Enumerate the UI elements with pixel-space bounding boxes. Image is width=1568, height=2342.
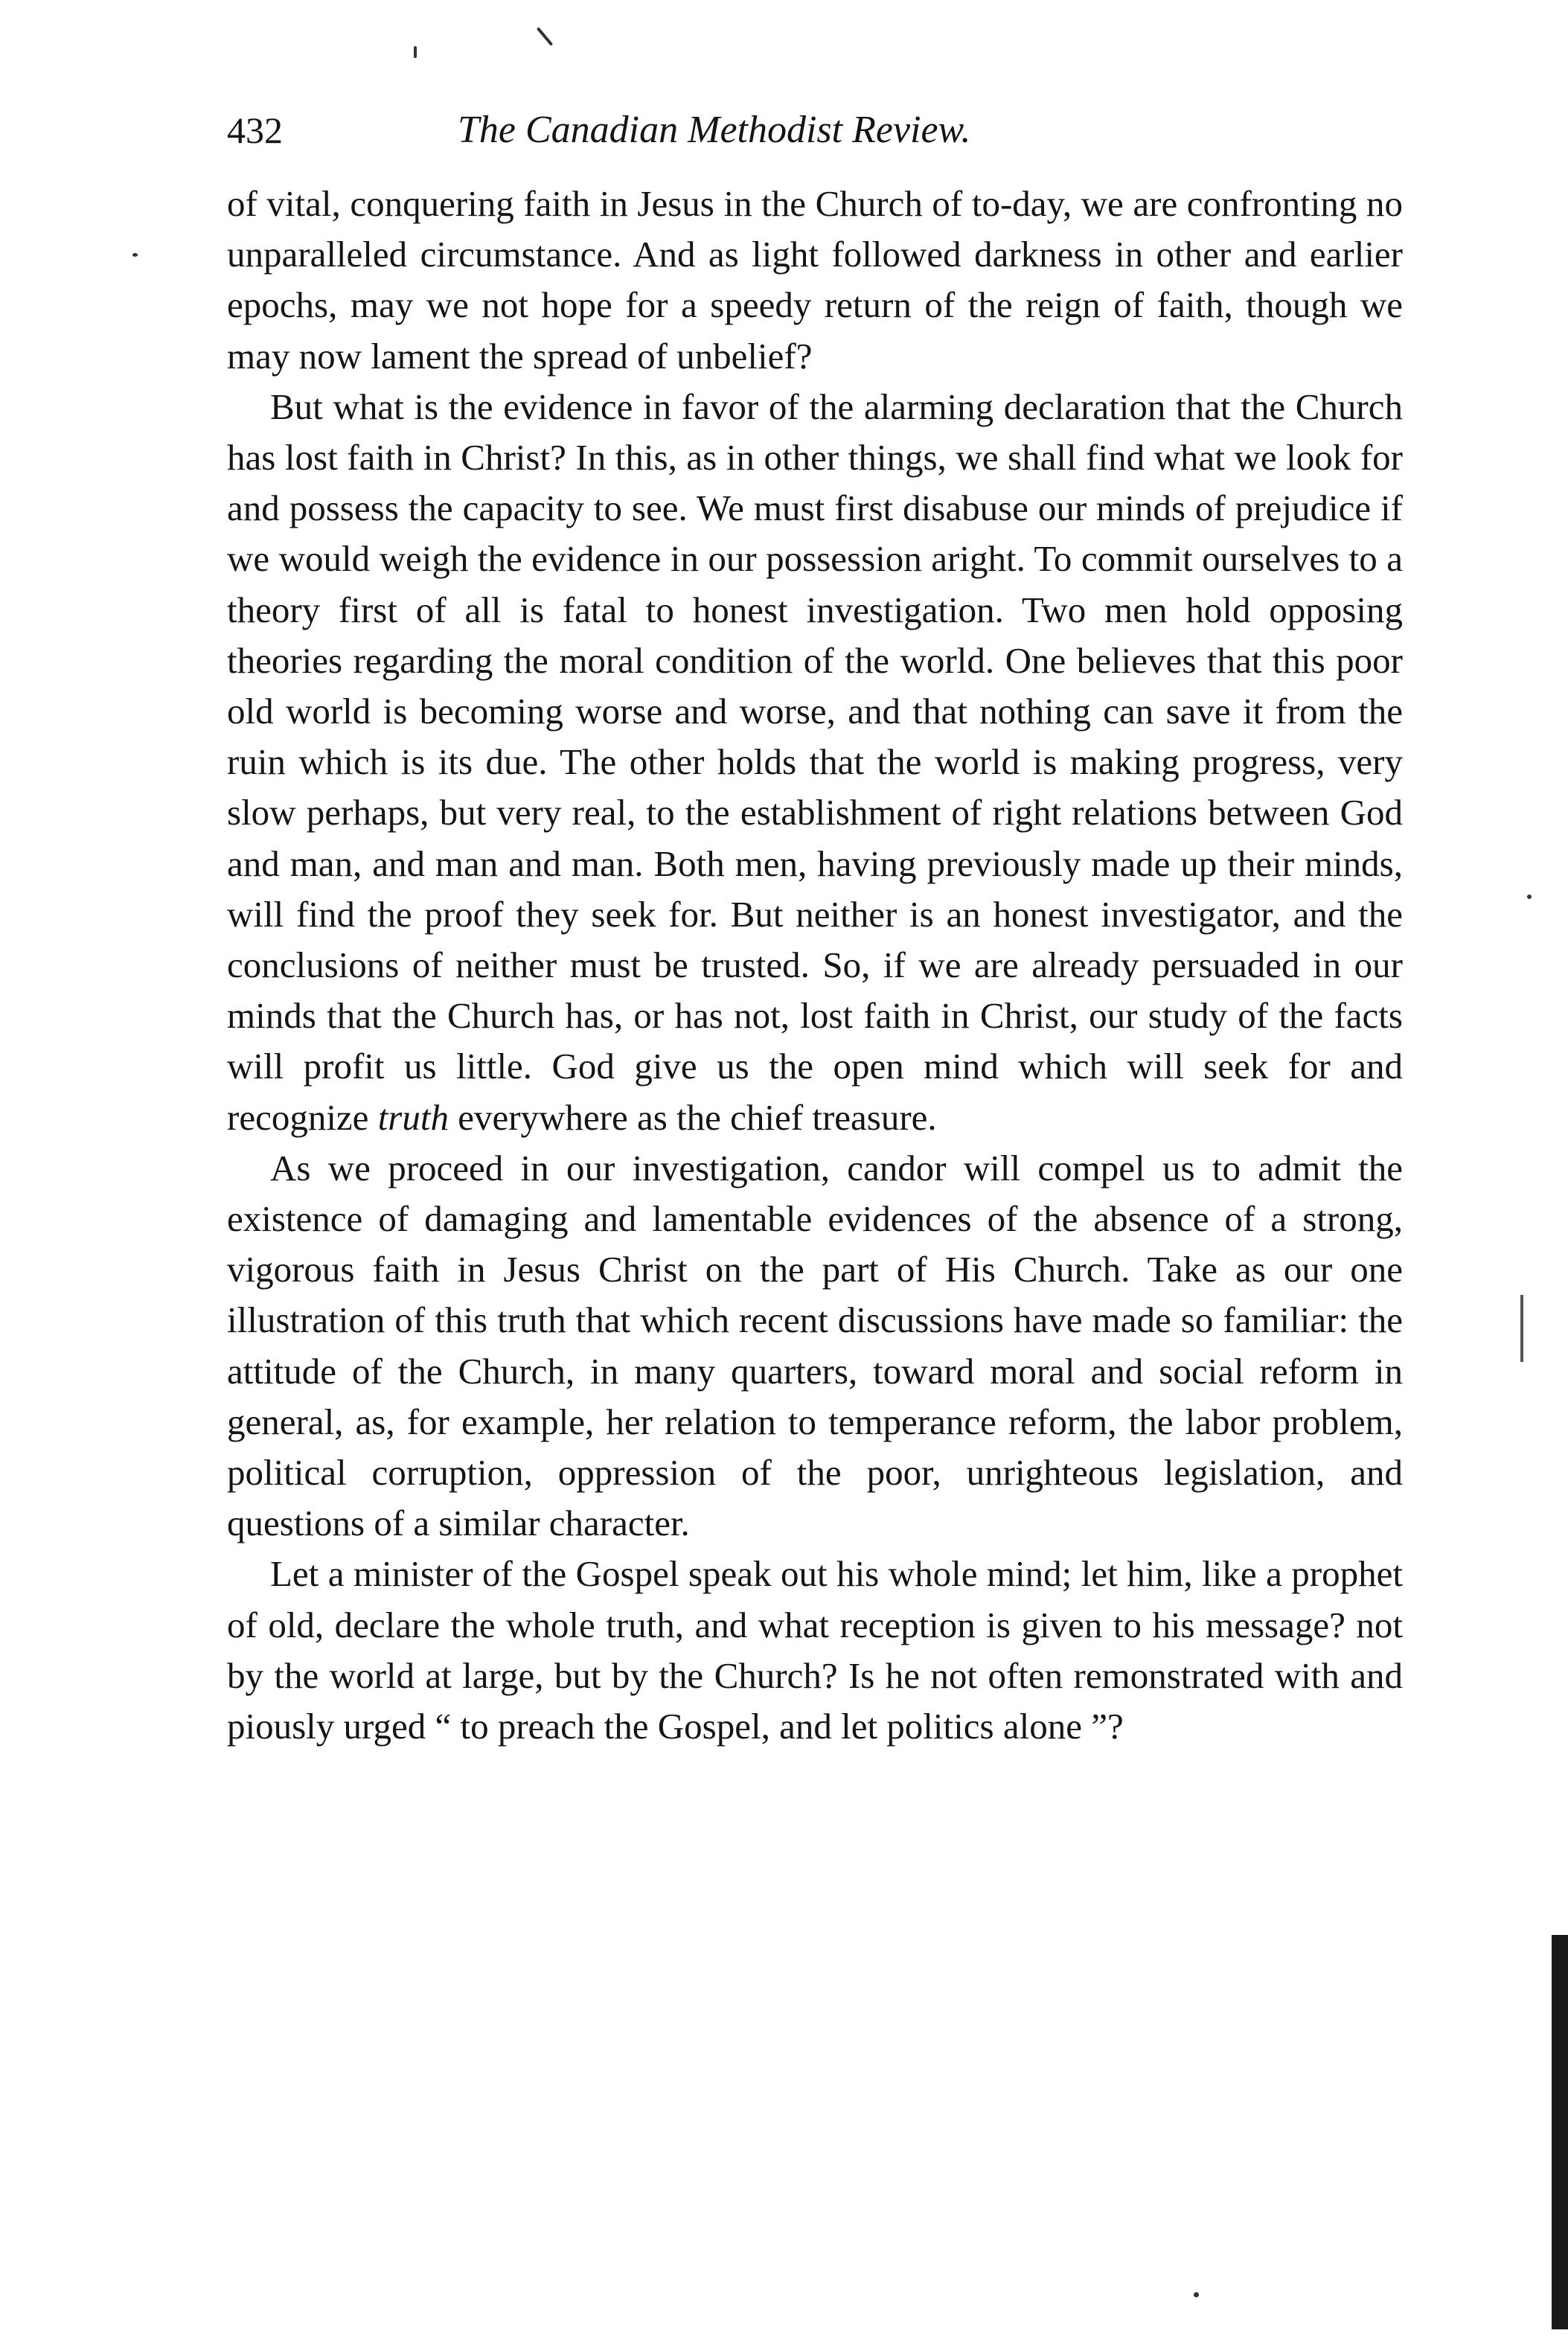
scan-speck — [1194, 2292, 1199, 2297]
scan-speck — [537, 27, 553, 46]
page-number: 432 — [227, 109, 283, 151]
scan-speck — [1527, 895, 1532, 899]
paragraph-3-text: As we proceed in our investigation, candor will compel us to admit the existence of damaging and lamentable evidences of the absence of a strong, vigorous faith in Jesus Christ on the part of His Church. Take as our one illustration of this truth that which recent discussions have made so familiar: the attitude of the Church, in many quarters, toward moral and social reform in general, as, for example, her relation to temperance reform, the labor problem, political corruption, oppression of the poor, unrighteous legislation, and questions of a similar character. — [227, 1147, 1403, 1544]
scan-speck — [414, 46, 417, 58]
scan-edge-mark-small — [1520, 1295, 1523, 1362]
paragraph-2-text: But what is the evidence in favor of the alarming declaration that the Church has lost faith in Christ? In this, as in other things, we shall find what we look for and possess the capacity to see. We must first disabuse our minds of prejudice if we would weigh the evidence in our possession aright. To commit ourselves to a theory first of all is fatal to honest investigation. Two men hold opposing theories regarding the moral condition of the world. One believes that this poor old world is becoming worse and worse, and that nothing can save it from the ruin which is its due. The other holds that the world is making progress, very slow perhaps, but very real, to the establishment of right relations between God and man, and man and man. Both men, having previously made up their minds, will find the proof they seek for. But neither is an honest investigator, and the conclusions of neither must be trusted. So, if we are already persuaded in our minds that the Church has, or has not, lost faith in Christ, our study of the facts will profit us little. God give us the open mind which will seek for and recognize — [227, 385, 1403, 1138]
paragraph-4-text: Let a minister of the Gospel speak out his whole mind; let him, like a prophet of old, declare the whole truth, and what reception is given to his message? not by the world at large, but by the Church? Is he not often remonstrated with and piously urged “ to preach the Gospel, and let politics alone ”? — [227, 1553, 1403, 1747]
scan-edge-mark — [1552, 1935, 1568, 2329]
running-title: The Canadian Methodist Review. — [458, 109, 971, 151]
scan-speck — [132, 253, 138, 257]
paragraph-2-text-end: everywhere as the chief treasure. — [448, 1096, 937, 1138]
paragraph-2-emphasis: truth — [377, 1096, 449, 1138]
paragraph-2 — [227, 382, 1403, 1143]
page-header — [227, 104, 1403, 156]
paragraph-1-text: of vital, conquering faith in Jesus in the Church of to-day, we are confronting no unparalleled circumstance. And as light followed darkness in other and earlier epochs, may we not hope for a speedy return of the reign of faith, though we may now lament the spread of unbelief? — [227, 183, 1403, 377]
paragraph-3 — [227, 1143, 1403, 1549]
body-text — [227, 179, 1403, 1752]
paragraph-4 — [227, 1549, 1403, 1752]
paragraph-1 — [227, 179, 1403, 382]
